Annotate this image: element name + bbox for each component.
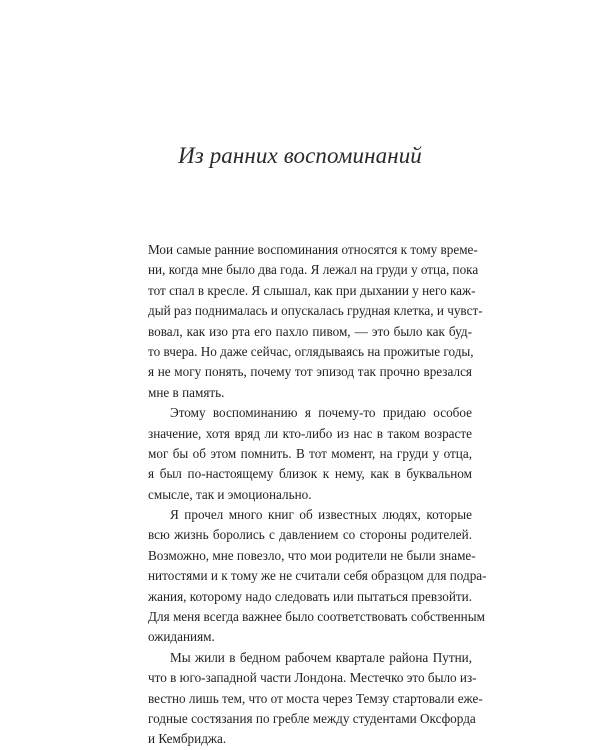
text-line: значение, хотя вряд ли кто-либо из нас в таком возрасте (148, 425, 472, 441)
text-line: мне в память. (148, 384, 225, 400)
text-line: то вчера. Но даже сейчас, оглядываясь на прожитые годы, (148, 343, 474, 359)
text-line: я был по-настоящему близок к нему, как в буквальном (148, 466, 472, 482)
paragraph-4 (148, 648, 483, 750)
text-line: Мои самые ранние воспоминания относятся к тому време- (148, 242, 478, 257)
paragraph-2 (148, 403, 472, 505)
text-line: вовал, как изо рта его пахло пивом, — это было как буд- (148, 323, 472, 339)
text-line: нитостями и к тому же не считали себя образцом для подра- (148, 568, 487, 584)
text-line: дый раз поднималась и опускалась грудная клетка, и чувст- (148, 303, 483, 319)
text-line: Этому воспоминанию я почему-то придаю особое (170, 405, 472, 421)
body-text (148, 240, 487, 750)
text-line: Для меня всегда важнее было соответствовать собственным (148, 609, 485, 625)
paragraph-1 (148, 240, 483, 403)
text-line: вестно лишь тем, что от моста через Темзу стартовали еже- (148, 690, 483, 706)
text-line: всю жизнь боролись с давлением со стороны родителей. (148, 527, 472, 543)
text-line: ни, когда мне было два года. Я лежал на груди у отца, пока (148, 262, 479, 278)
text-line: Мы жили в бедном рабочем квартале района Путни, (170, 649, 472, 665)
text-line: Возможно, мне повезло, что мои родители не были знаме- (148, 547, 476, 563)
text-line: годные состязания по гребле между студентами Оксфорда (148, 710, 476, 726)
text-line: жания, которому надо следовать или пытаться превзойти. (148, 588, 472, 604)
text-line: что в юго-западной части Лондона. Местечко это было из- (148, 670, 477, 686)
text-line: мог бы об этом помнить. В тот момент, на груди у отца, (148, 445, 472, 461)
text-line: я не могу понять, почему тот эпизод так прочно врезался (148, 364, 472, 380)
paragraph-3 (148, 505, 487, 648)
text-line: Я прочел много книг об известных людях, которые (170, 507, 472, 523)
text-line: тот спал в кресле. Я слышал, как при дыхании у него каж- (148, 282, 476, 298)
text-line: и Кембриджа. (148, 731, 227, 747)
text-line: смысле, так и эмоционально. (148, 486, 312, 502)
text-line: ожиданиям. (148, 629, 215, 645)
chapter-title: Из ранних воспоминаний (178, 143, 422, 168)
